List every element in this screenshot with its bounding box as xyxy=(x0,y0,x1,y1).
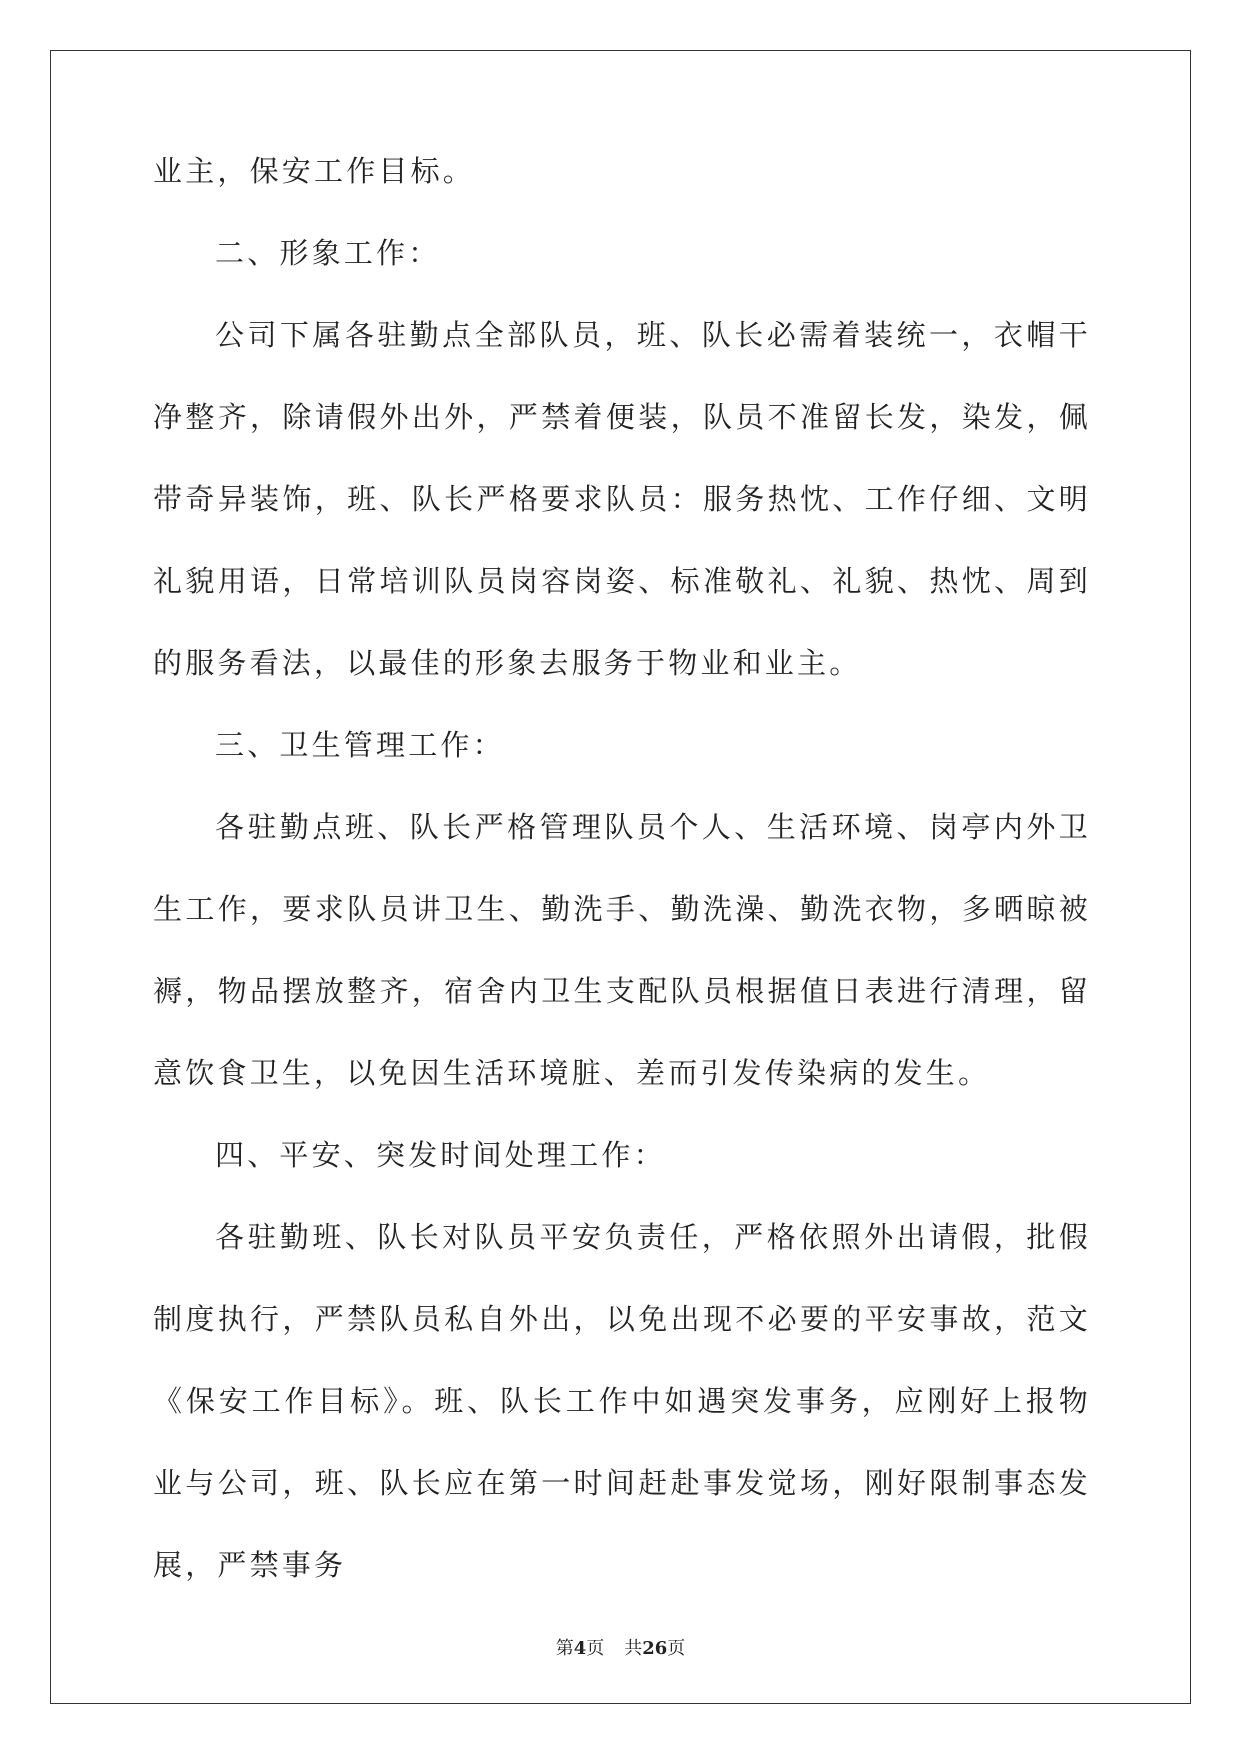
footer-total-number: 26 xyxy=(642,1638,668,1659)
footer-page-suffix: 页 xyxy=(586,1638,605,1659)
footer-page-prefix: 第 xyxy=(555,1638,574,1659)
page-footer xyxy=(0,1634,1241,1660)
paragraph-1: 业主，保安工作目标。 xyxy=(153,154,476,188)
paragraph-image-work: 公司下属各驻勤点全部队员，班、队长必需着装统一，衣帽干净整齐，除请假外出外，严禁着便装，队员不准留长发，染发，佩带奇异装饰，班、队长严格要求队员：服务热忱、工作仔细、文明礼貌用语，日常培训队员岗容岗姿、标准敬礼、礼貌、热忱、周到的服务看法，以最佳的形象去服务于物业和业主。 xyxy=(153,318,1091,680)
footer-total-suffix: 页 xyxy=(667,1638,686,1659)
footer-total-prefix: 共 xyxy=(624,1638,643,1659)
footer-page-number: 4 xyxy=(573,1638,587,1659)
section-heading-hygiene: 三、卫生管理工作： xyxy=(215,728,505,762)
section-heading-image: 二、形象工作： xyxy=(215,236,441,270)
section-heading-safety: 四、平安、突发时间处理工作： xyxy=(215,1138,666,1172)
paragraph-safety-work: 各驻勤班、队长对队员平安负责任，严格依照外出请假，批假制度执行，严禁队员私自外出，以免出现不必要的平安事故，范文《保安工作目标》。班、队长工作中如遇突发事务，应刚好上报物业与公司，班、队长应在第一时间赶赴事发觉场，刚好限制事态发展，严禁事务 xyxy=(153,1220,1091,1582)
paragraph-hygiene-work: 各驻勤点班、队长严格管理队员个人、生活环境、岗亭内外卫生工作，要求队员讲卫生、勤洗手、勤洗澡、勤洗衣物，多晒晾被褥，物品摆放整齐，宿舍内卫生支配队员根据值日表进行清理，留意饮食卫生，以免因生活环境脏、差而引发传染病的发生。 xyxy=(153,810,1091,1090)
document-body xyxy=(153,130,1091,1606)
